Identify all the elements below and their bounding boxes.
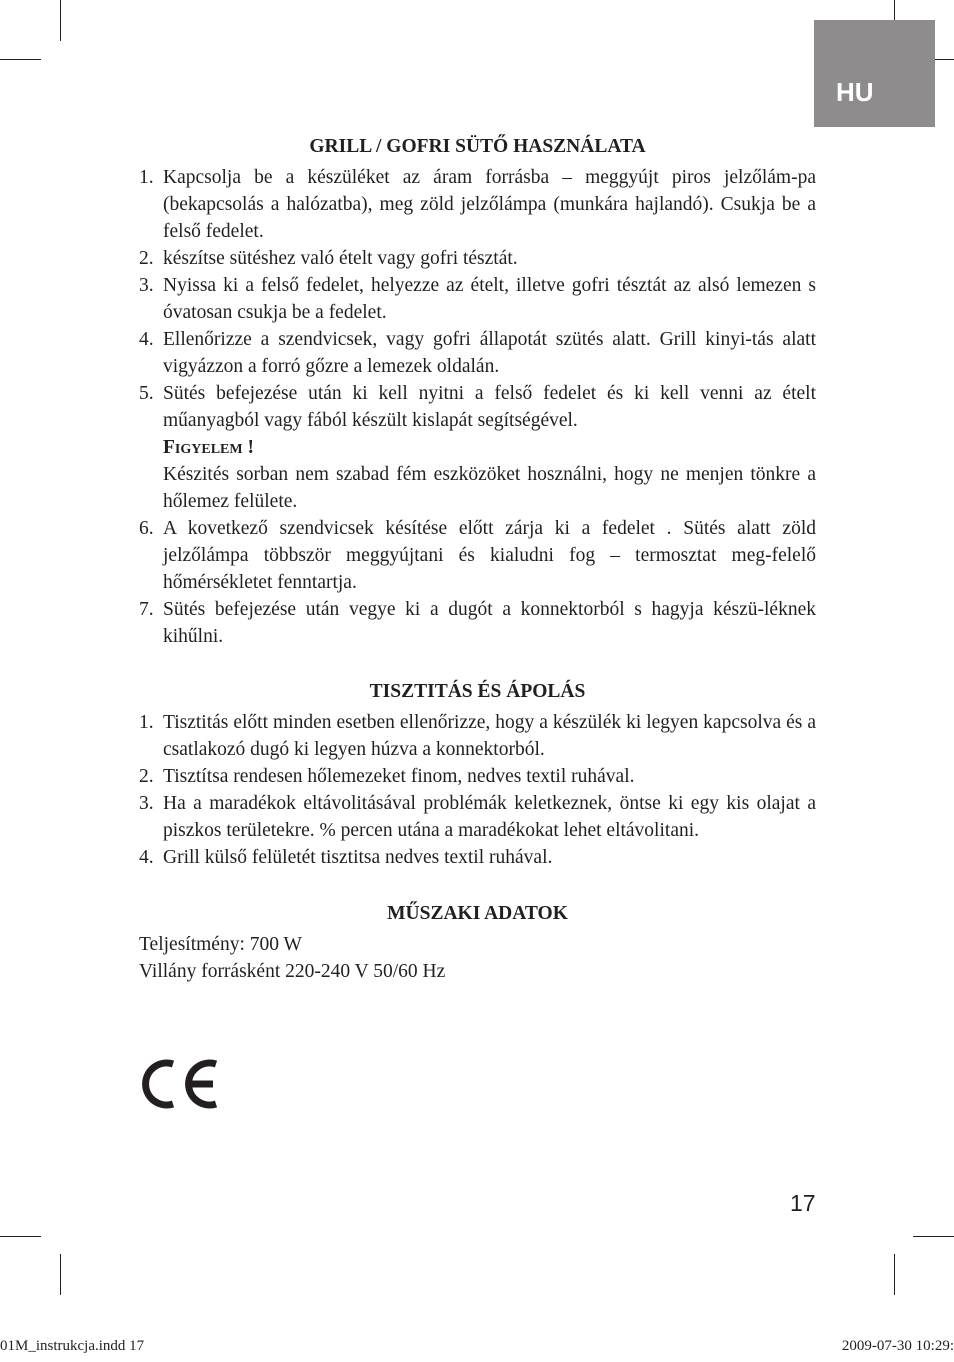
crop-mark <box>894 1254 895 1295</box>
warning-title: Figyelem ! <box>163 437 254 458</box>
usage-list <box>139 164 816 650</box>
list-item: 2. készítse sütéshez való ételt vagy gofri tésztát. <box>139 248 518 269</box>
list-item: 3. Ha a maradékok eltávolitásával problémák keletkeznek, öntse ki egy kis olajat a piszkos területekre. % percen utána a maradékokat lehet eltávolitani. <box>139 793 816 841</box>
specs <box>139 931 816 985</box>
page-content <box>139 131 816 985</box>
warning-text: Készités sorban nem szabad fém eszközöket hosználni, hogy ne menjen tönkre a hőlemez felülete. <box>163 464 816 512</box>
section-heading-cleaning: TISZTITÁS ÉS ÁPOLÁS <box>369 681 586 702</box>
list-item: 6. A kovetkező szendvicsek késítése előtt zárja ki a fedelet . Sütés alatt zöld jelzőlámpa többször meggyújtani és kialudni fog – termosztat meg-felelő hőmérsékletet fenntartja. <box>139 518 816 593</box>
crop-mark <box>0 1236 41 1237</box>
ce-mark-icon <box>139 1055 219 1113</box>
spec-power: Teljesítmény: 700 W <box>139 934 302 955</box>
list-item: 4. Grill külső felületét tisztitsa nedves textil ruhával. <box>139 847 553 868</box>
list-item: 1. Kapcsolja be a készüléket az áram forrásba – meggyújt piros jelzőlám-pa (bekapcsolás a halózatba), meg zöld jelzőlámpa (munkára hajlandó). Csukja be a felső fedelet. <box>139 167 816 242</box>
list-item: 4. Ellenőrizze a szendvicsek, vagy gofri állapotát szütés alatt. Grill kinyi-tás alatt vigyázzon a forró gőzre a lemezek oldalán. <box>139 329 816 377</box>
crop-mark <box>913 1236 954 1237</box>
page-number: 17 <box>790 1190 816 1216</box>
list-item: 7. Sütés befejezése után vegye ki a dugót a konnektorból s hagyja készü-léknek kihűlni. <box>139 599 816 647</box>
crop-mark <box>60 1254 61 1295</box>
crop-mark <box>0 59 41 60</box>
cleaning-list <box>139 709 816 871</box>
print-slug-timestamp: 2009-07-30 10:29: <box>841 1338 954 1354</box>
crop-mark <box>60 0 61 41</box>
list-item: 1. Tisztitás előtt minden esetben ellenőrizze, hogy a készülék ki legyen kapcsolva és a csatlakozó dugó ki legyen húzva a konnektorból. <box>139 712 816 760</box>
language-tab: HU <box>814 20 935 127</box>
spec-supply: Villány forrásként 220-240 V 50/60 Hz <box>139 961 446 982</box>
section-heading-specs: MŰSZAKI ADATOK <box>387 903 568 924</box>
section-heading-usage: GRILL / GOFRI SÜTŐ HASZNÁLATA <box>309 136 646 157</box>
print-slug-filename: 01M_instrukcja.indd 17 <box>0 1338 145 1354</box>
list-item: 5. Sütés befejezése után ki kell nyitni a felső fedelet és ki kell venni az ételt műanyagból vagy fából készült kislapát segítségével. Figyelem ! Készités sorban nem szabad fém eszközöket hosználni, hogy ne menjen tönkre a hőlemez felülete. <box>139 380 816 515</box>
list-item: 3. Nyissa ki a felső fedelet, helyezze az ételt, illetve gofri tésztát az alsó lemezen s óvatosan csukja be a fedelet. <box>139 275 816 323</box>
list-item: 2. Tisztítsa rendesen hőlemezeket finom, nedves textil ruhával. <box>139 766 635 787</box>
